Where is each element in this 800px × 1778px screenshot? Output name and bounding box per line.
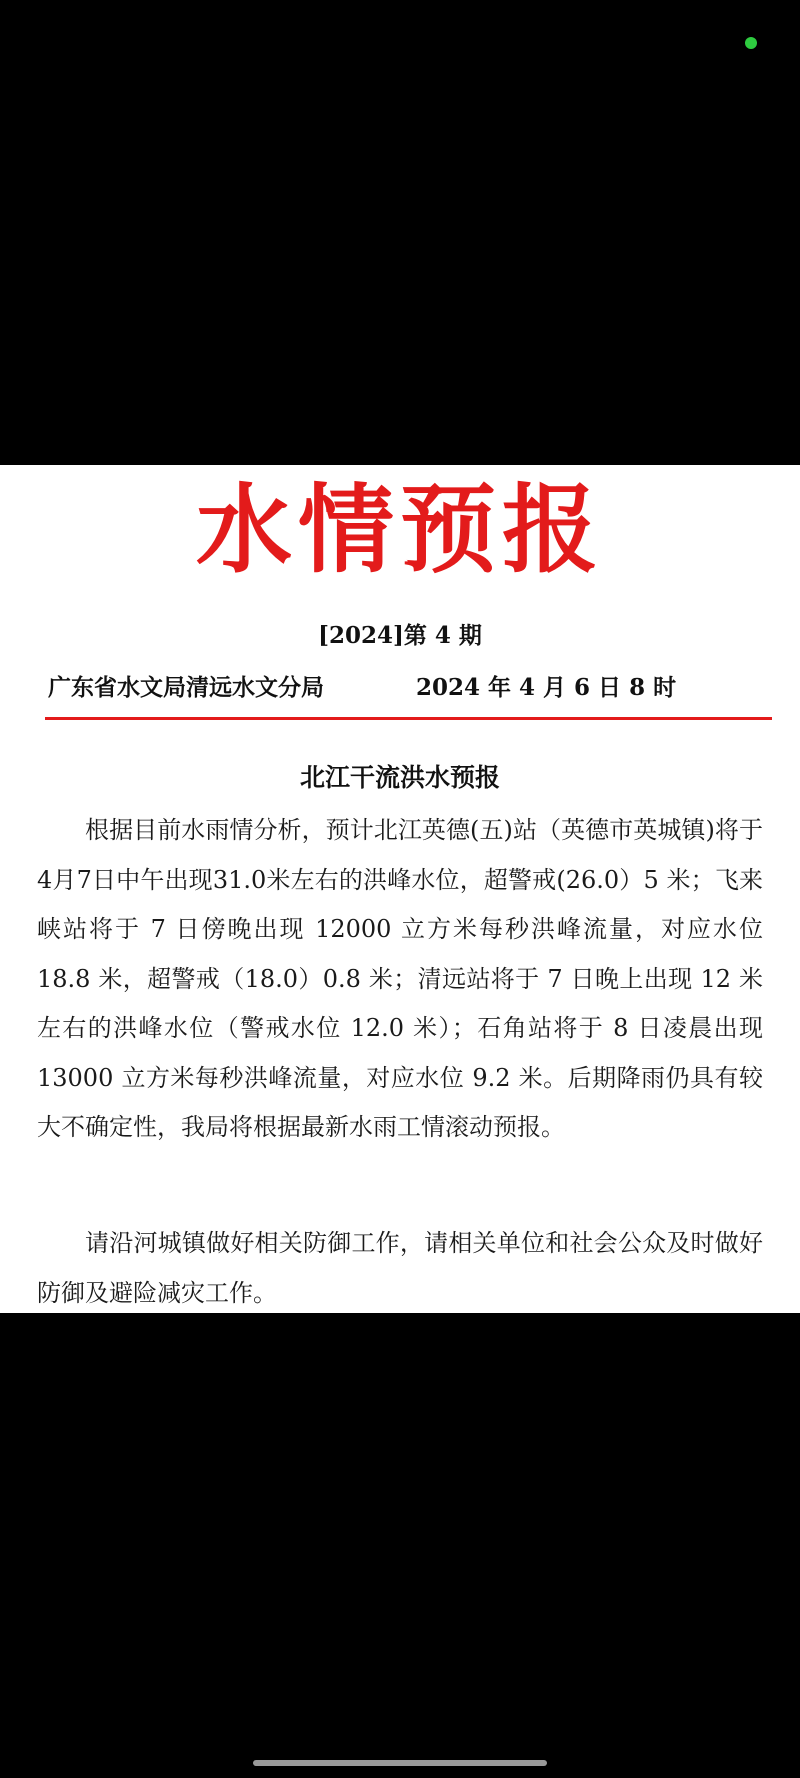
issue-datetime: 2024 年 4 月 6 日 8 时 bbox=[416, 674, 677, 701]
home-indicator[interactable] bbox=[253, 1760, 547, 1766]
section-title: 北江干流洪水预报 bbox=[299, 763, 500, 792]
header-divider bbox=[45, 717, 772, 720]
issuer-name: 广东省水文局清远水文分局 bbox=[48, 674, 324, 701]
issuer-line bbox=[48, 672, 768, 704]
document-title: 水情预报 bbox=[196, 474, 604, 586]
forecast-paragraph: 根据目前水雨情分析，预计北江英德(五)站（英德市英城镇)将于4月7日中午出现31.0米左右的洪峰水位，超警戒(26.0）5 米；飞来峡站将于 7 日傍晚出现 12000 立方米每秒洪峰流量，对应水位 18.8 米，超警戒（18.0）0.8 米；清远站将于 7 日晚上出现 12 米左右的洪峰水位（警戒水位 12.0 米）；石角站将于 8 日凌晨出现 13000 立方米每秒洪峰流量，对应水位 9.2 米。后期降雨仍具有较大不确定性，我局将根据最新水雨工情滚动预报。 bbox=[37, 816, 763, 1141]
issue-number: [2024]第 4 期 bbox=[318, 622, 482, 649]
recording-indicator-dot bbox=[745, 37, 757, 49]
forecast-document bbox=[0, 465, 800, 1313]
advisory-paragraph: 请沿河城镇做好相关防御工作，请相关单位和社会公众及时做好防御及避险减灾工作。 bbox=[37, 1229, 763, 1307]
